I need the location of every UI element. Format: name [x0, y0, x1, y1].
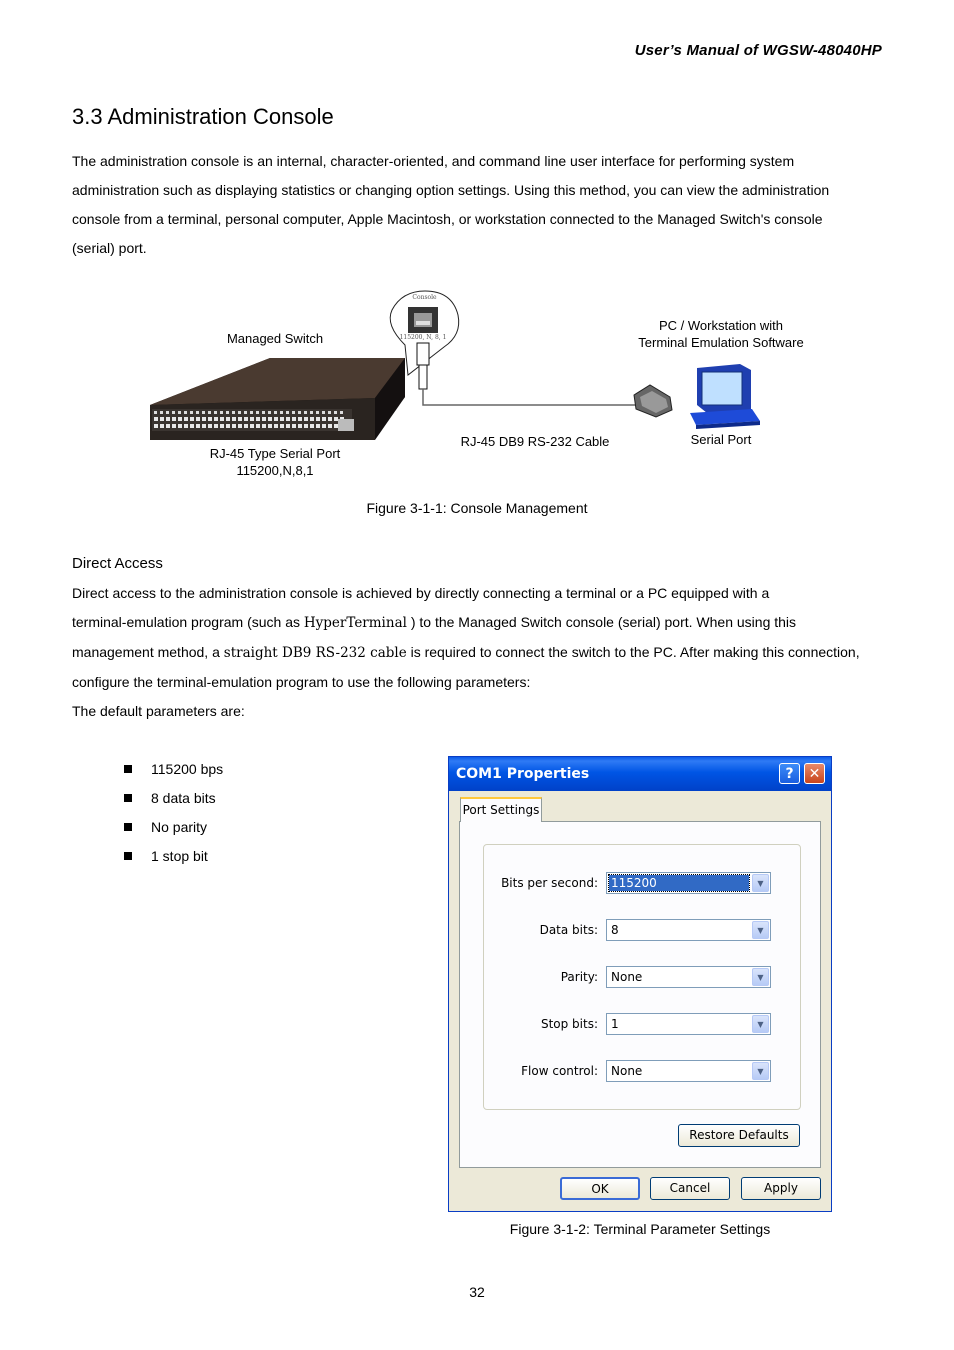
- intro-line: The administration console is an internal, character-oriented, and command line user interface for performing system: [72, 153, 795, 169]
- rj45-port-label: [190, 445, 360, 479]
- parity-select[interactable]: [606, 966, 771, 988]
- parameter-list: [124, 754, 223, 870]
- com1-properties-dialog: [448, 756, 832, 1212]
- port-settings-panel: [459, 821, 821, 1168]
- chevron-down-icon[interactable]: ▼: [752, 874, 769, 892]
- rj45-label-line: RJ-45 Type Serial Port: [209, 446, 341, 461]
- hyperterminal-code: HyperTerminal: [303, 615, 407, 631]
- intro-paragraph: [72, 147, 884, 263]
- ok-button[interactable]: OK: [560, 1177, 640, 1200]
- bits-per-second-row: [484, 872, 802, 894]
- cable-code: straight DB9 RS-232 cable: [223, 645, 407, 661]
- section-title: 3.3 Administration Console: [72, 104, 334, 129]
- close-button[interactable]: ✕: [804, 763, 825, 784]
- chevron-down-icon[interactable]: ▼: [752, 1015, 769, 1033]
- db9-connector-icon: [634, 385, 672, 417]
- list-item-text: 8 data bits: [151, 789, 216, 806]
- direct-line: [72, 608, 892, 638]
- direct-line: configure the terminal-emulation program to use the following parameters:: [72, 674, 531, 690]
- pc-workstation-icon: [690, 364, 760, 429]
- console-management-figure: [140, 285, 820, 485]
- figure1-caption: Figure 3-1-1: Console Management: [366, 500, 588, 516]
- page-number: 32: [469, 1284, 485, 1300]
- managed-switch-icon: [150, 358, 405, 440]
- restore-defaults-button[interactable]: Restore Defaults: [678, 1124, 800, 1147]
- select-value: None: [611, 1064, 643, 1078]
- flow-control-select[interactable]: [606, 1060, 771, 1082]
- dialog-title: COM1 Properties: [456, 766, 590, 782]
- data-bits-row: [484, 919, 802, 941]
- bits-per-second-label: Bits per second:: [501, 876, 598, 890]
- list-item: [124, 812, 223, 841]
- data-bits-label: Data bits:: [539, 923, 598, 937]
- apply-button[interactable]: Apply: [741, 1177, 821, 1200]
- cable-label: RJ-45 DB9 RS-232 Cable: [460, 434, 610, 449]
- serial-cable: [423, 389, 650, 405]
- stop-bits-label: Stop bits:: [540, 1017, 598, 1031]
- tab-port-settings[interactable]: Port Settings: [460, 797, 542, 822]
- list-item: [124, 754, 223, 783]
- rj45-label-line: 115200,N,8,1: [236, 463, 314, 478]
- select-value: 115200: [609, 875, 749, 891]
- console-setting-label: 115200, N, 8, 1: [399, 334, 447, 341]
- settings-group: [483, 844, 801, 1110]
- text-span: ) to the Managed Switch console (serial) port. When using this: [406, 614, 797, 630]
- pc-label-line: PC / Workstation with: [658, 318, 784, 333]
- managed-switch-label: Managed Switch: [226, 331, 324, 346]
- list-item-text: 1 stop bit: [151, 847, 208, 864]
- data-bits-select[interactable]: [606, 919, 771, 941]
- bits-per-second-select[interactable]: [606, 872, 771, 894]
- parity-label: Parity:: [560, 970, 598, 984]
- pc-label-line: Terminal Emulation Software: [638, 335, 804, 350]
- help-button[interactable]: ?: [779, 763, 800, 784]
- direct-line: [72, 638, 892, 668]
- bullet-icon: [124, 794, 132, 802]
- bullet-icon: [124, 765, 132, 773]
- bullet-icon: [124, 852, 132, 860]
- text-span: is required to connect the switch to the PC. After making this connection,: [406, 644, 860, 660]
- intro-line: (serial) port.: [72, 240, 147, 256]
- console-port-label: Console: [412, 294, 437, 301]
- running-header: User’s Manual of WGSW-48040HP: [634, 42, 882, 59]
- bullet-icon: [124, 823, 132, 831]
- direct-access-paragraph: [72, 579, 892, 726]
- cancel-button[interactable]: Cancel: [650, 1177, 730, 1200]
- parity-row: [484, 966, 802, 988]
- flow-control-row: [484, 1060, 802, 1082]
- pc-label: [610, 317, 832, 351]
- text-span: terminal-emulation program (such as: [72, 614, 304, 630]
- serial-port-label: Serial Port: [690, 432, 752, 447]
- rj45-plug-icon: [417, 343, 429, 389]
- select-value: 1: [611, 1017, 619, 1031]
- list-item: [124, 783, 223, 812]
- select-value: None: [611, 970, 643, 984]
- figure2-caption: Figure 3-1-2: Terminal Parameter Settings: [509, 1221, 771, 1237]
- chevron-down-icon[interactable]: ▼: [752, 921, 769, 939]
- direct-line: The default parameters are:: [72, 703, 245, 719]
- intro-line: console from a terminal, personal computer, Apple Macintosh, or workstation connected to the Managed Switch's console: [72, 211, 823, 227]
- chevron-down-icon[interactable]: ▼: [752, 1062, 769, 1080]
- list-item-text: No parity: [151, 818, 208, 835]
- stop-bits-row: [484, 1013, 802, 1035]
- flow-control-label: Flow control:: [521, 1064, 598, 1078]
- intro-line: administration such as displaying statistics or changing option settings. Using this method, you can view the administration: [72, 182, 830, 198]
- direct-access-heading: Direct Access: [72, 555, 163, 572]
- list-item-text: 115200 bps: [151, 760, 224, 777]
- list-item: [124, 841, 223, 870]
- direct-line: Direct access to the administration console is achieved by directly connecting a terminal or a PC equipped with a: [72, 585, 770, 601]
- dialog-titlebar[interactable]: [449, 757, 831, 791]
- select-value: 8: [611, 923, 619, 937]
- chevron-down-icon[interactable]: ▼: [752, 968, 769, 986]
- text-span: management method, a: [72, 644, 224, 660]
- stop-bits-select[interactable]: [606, 1013, 771, 1035]
